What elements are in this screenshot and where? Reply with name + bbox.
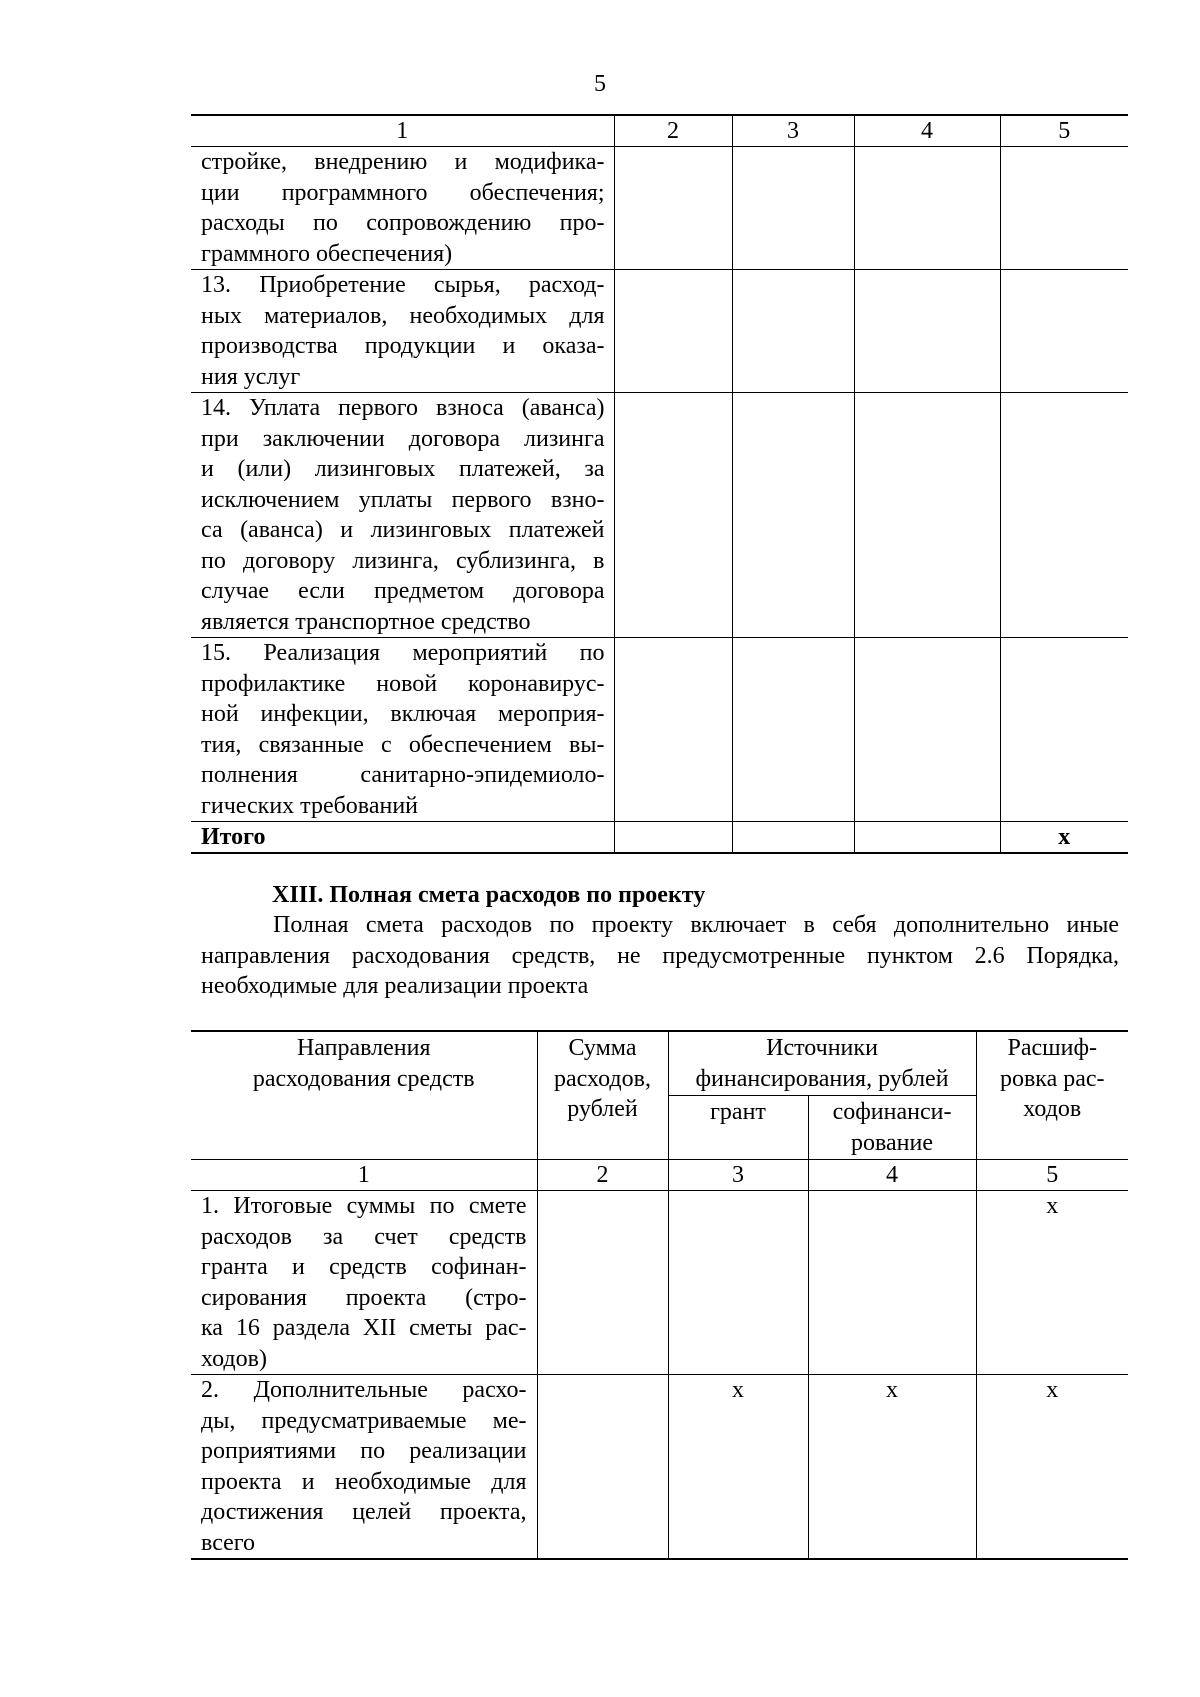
section-heading: XIII. Полная смета расходов по проекту	[272, 882, 706, 908]
text-line: ды, предусматриваемые ме-	[201, 1407, 527, 1434]
page-number: 5	[594, 71, 606, 97]
expense-description	[191, 393, 614, 638]
empty-cell	[614, 638, 732, 822]
column-number: 4	[808, 1160, 976, 1191]
expense-description	[191, 638, 614, 822]
empty-cell	[1000, 638, 1128, 822]
text-line: производства продукции и оказа-	[201, 333, 605, 359]
empty-cell	[614, 147, 732, 270]
column-number: 2	[614, 115, 732, 147]
text-line: и (или) лизинговых платежей, за	[201, 456, 605, 482]
text-line: стройке, внедрению и модифика-	[201, 149, 605, 175]
empty-cell	[614, 822, 732, 854]
text-line: ции программного обеспечения;	[201, 179, 605, 206]
text-line: 13. Приобретение сырья, расход-	[201, 272, 605, 298]
text-line: са (аванса) и лизинговых платежей	[201, 517, 605, 543]
empty-cell	[732, 393, 854, 638]
header-line: ходов	[1023, 1096, 1082, 1122]
header-expense-breakdown	[976, 1031, 1128, 1160]
cell-col2	[537, 1375, 668, 1560]
text-line: ходов)	[201, 1345, 267, 1372]
text-line: тия, связанные с обеспечением вы-	[201, 731, 605, 758]
text-line: направления расходования средств, не предусмотренные пунктом 2.6 Порядка,	[201, 942, 1119, 969]
column-number: 3	[732, 115, 854, 147]
text-line: проекта и необходимые для	[201, 1468, 527, 1495]
header-line: финансирования, рублей	[695, 1065, 949, 1092]
table-row	[191, 393, 1128, 638]
text-line: 15. Реализация мероприятий по	[201, 640, 605, 666]
table-row	[191, 1375, 1128, 1560]
column-number: 1	[191, 1160, 537, 1191]
header-grant: грант	[668, 1096, 808, 1160]
text-line: ных материалов, необходимых для	[201, 302, 605, 329]
text-line: гранта и средств софинан-	[201, 1254, 527, 1280]
empty-cell	[1000, 270, 1128, 393]
header-cofinancing	[808, 1096, 976, 1160]
header-line: ровка рас-	[999, 1065, 1105, 1092]
text-line: граммного обеспечения)	[201, 240, 453, 267]
empty-cell	[854, 393, 1000, 638]
empty-cell	[732, 147, 854, 270]
cell-col3	[668, 1191, 808, 1375]
column-number: 3	[668, 1160, 808, 1191]
text-line: ния услуг	[201, 363, 301, 390]
header-expense-sum	[537, 1031, 668, 1160]
table-row	[191, 147, 1128, 270]
empty-cell	[854, 147, 1000, 270]
column-number: 2	[537, 1160, 668, 1191]
text-line: 2. Дополнительные расхо-	[201, 1377, 527, 1403]
empty-cell	[1000, 147, 1128, 270]
text-line: расходов за счет средств	[201, 1223, 527, 1250]
header-funding-sources	[668, 1031, 976, 1096]
header-line: Расшиф-	[1007, 1035, 1098, 1061]
text-line: достижения целей проекта,	[201, 1499, 527, 1525]
header-line: софинанси-	[832, 1099, 952, 1125]
text-line: 1. Итоговые суммы по смете	[201, 1193, 527, 1219]
section-paragraph	[201, 910, 1119, 1002]
table-row	[191, 270, 1128, 393]
expense-description	[191, 147, 614, 270]
column-number: 1	[191, 115, 614, 147]
table-row	[191, 1191, 1128, 1375]
text-line: исключением уплаты первого взно-	[201, 486, 605, 513]
full-estimate-table	[191, 1030, 1128, 1560]
empty-cell	[732, 822, 854, 854]
empty-cell	[614, 393, 732, 638]
text-line: роприятиями по реализации	[201, 1438, 527, 1464]
empty-cell	[854, 270, 1000, 393]
empty-cell	[854, 822, 1000, 854]
cell-col4	[808, 1191, 976, 1375]
empty-cell	[854, 638, 1000, 822]
text-line: ной инфекции, включая мероприя-	[201, 701, 605, 727]
table-header-row	[191, 115, 1128, 147]
text-line: является транспортное средство	[201, 608, 531, 635]
total-col5-mark: х	[1000, 822, 1128, 854]
empty-cell	[614, 270, 732, 393]
text-line: сирования проекта (стро-	[201, 1284, 527, 1311]
text-line: полнения санитарно-эпидемиоло-	[201, 762, 605, 788]
column-number-row	[191, 1160, 1128, 1191]
expense-description	[191, 1375, 537, 1560]
text-line: Полная смета расходов по проекту включает в себя дополнительно иные	[273, 912, 1119, 938]
header-line: Источники	[766, 1035, 878, 1061]
text-line: при заключении договора лизинга	[201, 425, 605, 452]
text-line: по договору лизинга, сублизинга, в	[201, 547, 605, 574]
header-line: рование	[851, 1129, 934, 1156]
text-line: необходимые для реализации проекта	[201, 973, 589, 999]
cell-col5: х	[976, 1191, 1128, 1375]
header-line: расходования средств	[252, 1065, 475, 1092]
expense-description	[191, 1191, 537, 1375]
empty-cell	[1000, 393, 1128, 638]
cell-col5: х	[976, 1375, 1128, 1560]
empty-cell	[732, 638, 854, 822]
column-number: 5	[1000, 115, 1128, 147]
expense-description	[191, 270, 614, 393]
header-line: расходов,	[554, 1065, 651, 1092]
text-line: случае если предметом договора	[201, 578, 605, 604]
text-line: гических требований	[201, 792, 419, 819]
header-line: Направления	[296, 1035, 431, 1061]
column-number: 4	[854, 115, 1000, 147]
cell-col2	[537, 1191, 668, 1375]
column-number: 5	[976, 1160, 1128, 1191]
text-line: всего	[201, 1529, 256, 1556]
total-row	[191, 822, 1128, 854]
text-line: расходы по сопровождению про-	[201, 210, 605, 236]
text-line: 14. Уплата первого взноса (аванса)	[201, 395, 605, 421]
total-label: Итого	[191, 822, 614, 854]
header-line: рублей	[567, 1096, 638, 1122]
cell-col3: х	[668, 1375, 808, 1560]
expenses-table-continuation	[191, 114, 1128, 854]
table-header-row	[191, 1031, 1128, 1096]
cell-col4: х	[808, 1375, 976, 1560]
empty-cell	[732, 270, 854, 393]
text-line: профилактике новой коронавирус-	[201, 670, 605, 697]
header-expense-directions	[191, 1031, 537, 1160]
text-line: ка 16 раздела XII сметы рас-	[201, 1315, 527, 1341]
header-line: Сумма	[568, 1035, 637, 1061]
table-row	[191, 638, 1128, 822]
